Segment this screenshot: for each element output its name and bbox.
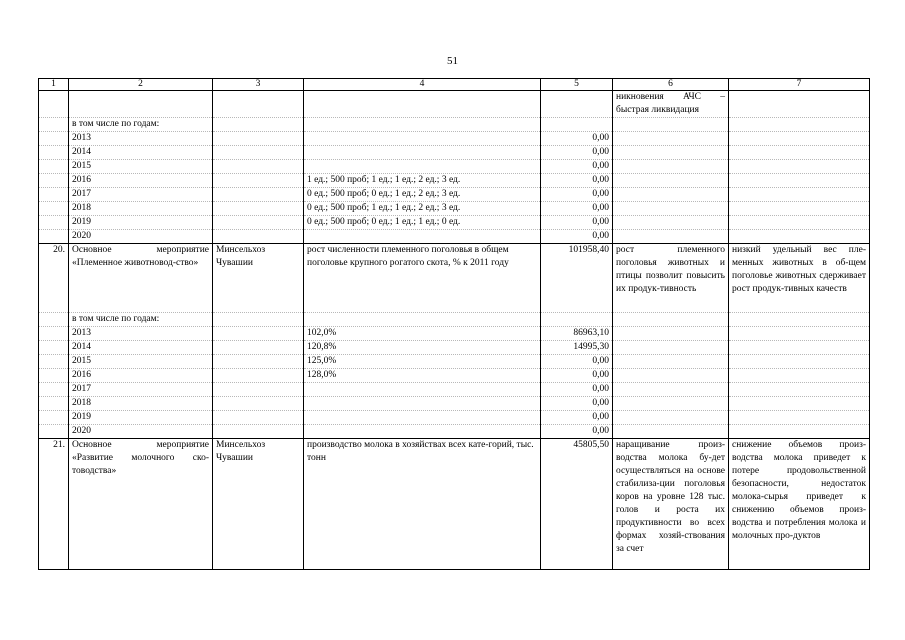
result-cell (613, 188, 729, 202)
activity-name-cell: 2013 (69, 327, 213, 341)
row-number-cell (39, 230, 69, 244)
executor-cell (213, 230, 304, 244)
row-number-cell: 21. (39, 439, 69, 570)
table-row (39, 369, 870, 383)
amount-cell: 0,00 (541, 230, 613, 244)
indicator-cell: 1 ед.; 500 проб; 1 ед.; 1 ед.; 2 ед.; 3 ед. (304, 174, 541, 188)
row-number-cell (39, 160, 69, 174)
consequence-cell (729, 425, 870, 439)
indicator-cell: 128,0% (304, 369, 541, 383)
row-number-cell (39, 146, 69, 160)
result-cell (613, 174, 729, 188)
amount-cell: 0,00 (541, 411, 613, 425)
row-number-cell (39, 341, 69, 355)
indicator-cell (304, 132, 541, 146)
amount-cell (541, 118, 613, 132)
table-row (39, 313, 870, 327)
result-cell: рост племенного поголовья животных и птицы позволит повысить их продук-тивность (613, 244, 729, 313)
amount-cell: 0,00 (541, 383, 613, 397)
consequence-cell (729, 216, 870, 230)
table-body (39, 79, 870, 570)
table-row (39, 397, 870, 411)
table-row (39, 216, 870, 230)
result-cell (613, 369, 729, 383)
executor-cell (213, 132, 304, 146)
indicator-cell: производство молока в хозяйствах всех кате-горий, тыс. тонн (304, 439, 541, 570)
executor-cell (213, 91, 304, 118)
column-number: 7 (729, 79, 870, 91)
amount-cell: 0,00 (541, 202, 613, 216)
consequence-cell (729, 188, 870, 202)
activity-name-cell: 2019 (69, 216, 213, 230)
executor-cell (213, 174, 304, 188)
column-number-row (39, 79, 870, 91)
activity-name-cell: 2017 (69, 188, 213, 202)
indicator-cell (304, 118, 541, 132)
consequence-cell (729, 341, 870, 355)
table-row (39, 160, 870, 174)
indicator-cell: 0 ед.; 500 проб; 0 ед.; 1 ед.; 1 ед.; 0 ед. (304, 216, 541, 230)
result-cell: никновения АЧС – быстрая ликвидация (613, 91, 729, 118)
consequence-cell (729, 202, 870, 216)
row-number-cell (39, 202, 69, 216)
amount-cell: 0,00 (541, 425, 613, 439)
column-number: 3 (213, 79, 304, 91)
amount-cell: 0,00 (541, 160, 613, 174)
amount-cell: 14995,30 (541, 341, 613, 355)
consequence-cell (729, 91, 870, 118)
table-row (39, 355, 870, 369)
row-number-cell (39, 91, 69, 118)
executor-cell (213, 118, 304, 132)
page-number: 51 (447, 55, 458, 67)
result-cell (613, 118, 729, 132)
result-cell: наращивание произ-водства молока бу-дет осуществляться на основе стабилиза-ции поголовья коров на уровне 128 тыс. голов и роста их продуктивности во всех формах хозяй-ствования за счет (613, 439, 729, 570)
amount-cell: 0,00 (541, 146, 613, 160)
indicator-cell (304, 160, 541, 174)
activity-name-cell: 2018 (69, 397, 213, 411)
indicator-cell: 120,8% (304, 341, 541, 355)
table-row (39, 244, 870, 313)
indicator-cell: 102,0% (304, 327, 541, 341)
table-row (39, 91, 870, 118)
table-row (39, 146, 870, 160)
indicator-cell (304, 397, 541, 411)
activity-name-cell: в том числе по годам: (69, 313, 213, 327)
table-row (39, 188, 870, 202)
table-row (39, 202, 870, 216)
consequence-cell: низкий удельный вес пле-менных животных в об-щем поголовье животных сдерживает рост продук-тивных качеств (729, 244, 870, 313)
row-number-cell (39, 313, 69, 327)
executor-cell (213, 146, 304, 160)
activity-name-cell: 2015 (69, 160, 213, 174)
indicator-cell (304, 230, 541, 244)
activity-name-cell: 2016 (69, 369, 213, 383)
executor-cell (213, 313, 304, 327)
column-number: 5 (541, 79, 613, 91)
indicator-cell (304, 383, 541, 397)
row-number-cell (39, 132, 69, 146)
consequence-cell (729, 174, 870, 188)
consequence-cell (729, 132, 870, 146)
activity-name-cell: в том числе по годам: (69, 118, 213, 132)
row-number-cell (39, 369, 69, 383)
consequence-cell (729, 146, 870, 160)
row-number-cell (39, 355, 69, 369)
consequence-cell (729, 313, 870, 327)
activity-name-cell: 2013 (69, 132, 213, 146)
consequence-cell: снижение объемов произ-водства молока приведет к потере продовольственной безопасности, недостаток молока-сырья приведет к снижению объемов произ-водства и потребления молока и молочных про-дуктов (729, 439, 870, 570)
table-row (39, 341, 870, 355)
activity-name-cell: 2017 (69, 383, 213, 397)
table-row (39, 411, 870, 425)
executor-cell (213, 425, 304, 439)
result-cell (613, 341, 729, 355)
activity-name-cell: Основное мероприятие «Племенное животновод-ство» (69, 244, 213, 313)
amount-cell: 45805,50 (541, 439, 613, 570)
program-table (38, 78, 870, 570)
consequence-cell (729, 327, 870, 341)
indicator-cell (304, 411, 541, 425)
result-cell (613, 146, 729, 160)
amount-cell (541, 91, 613, 118)
executor-cell (213, 411, 304, 425)
indicator-cell (304, 313, 541, 327)
executor-cell (213, 327, 304, 341)
consequence-cell (729, 411, 870, 425)
executor-cell (213, 383, 304, 397)
executor-cell (213, 355, 304, 369)
consequence-cell (729, 369, 870, 383)
row-number-cell (39, 397, 69, 411)
table-row (39, 132, 870, 146)
consequence-cell (729, 397, 870, 411)
activity-name-cell: 2015 (69, 355, 213, 369)
row-number-cell: 20. (39, 244, 69, 313)
executor-cell (213, 160, 304, 174)
amount-cell: 0,00 (541, 355, 613, 369)
result-cell (613, 411, 729, 425)
table-row (39, 383, 870, 397)
column-number: 4 (304, 79, 541, 91)
row-number-cell (39, 327, 69, 341)
table-row (39, 425, 870, 439)
amount-cell: 0,00 (541, 369, 613, 383)
table-row (39, 118, 870, 132)
table-row (39, 327, 870, 341)
executor-cell (213, 202, 304, 216)
result-cell (613, 397, 729, 411)
result-cell (613, 132, 729, 146)
table-row (39, 230, 870, 244)
column-number: 6 (613, 79, 729, 91)
activity-name-cell: 2020 (69, 230, 213, 244)
consequence-cell (729, 355, 870, 369)
amount-cell: 0,00 (541, 188, 613, 202)
activity-name-cell: 2016 (69, 174, 213, 188)
indicator-cell: 0 ед.; 500 проб; 0 ед.; 1 ед.; 2 ед.; 3 ед. (304, 188, 541, 202)
indicator-cell (304, 91, 541, 118)
consequence-cell (729, 383, 870, 397)
result-cell (613, 313, 729, 327)
activity-name-cell: 2014 (69, 341, 213, 355)
amount-cell: 101958,40 (541, 244, 613, 313)
indicator-cell: 125,0% (304, 355, 541, 369)
amount-cell: 0,00 (541, 216, 613, 230)
executor-cell (213, 397, 304, 411)
consequence-cell (729, 160, 870, 174)
activity-name-cell: 2014 (69, 146, 213, 160)
amount-cell: 0,00 (541, 174, 613, 188)
row-number-cell (39, 216, 69, 230)
amount-cell: 0,00 (541, 397, 613, 411)
row-number-cell (39, 411, 69, 425)
table-row (39, 174, 870, 188)
indicator-cell: рост численности племенного поголовья в общем поголовье крупного рогатого скота, % к 2011 году (304, 244, 541, 313)
indicator-cell (304, 146, 541, 160)
row-number-cell (39, 118, 69, 132)
result-cell (613, 216, 729, 230)
result-cell (613, 425, 729, 439)
executor-cell (213, 188, 304, 202)
activity-name-cell: 2018 (69, 202, 213, 216)
row-number-cell (39, 174, 69, 188)
row-number-cell (39, 188, 69, 202)
indicator-cell: 0 ед.; 500 проб; 1 ед.; 1 ед.; 2 ед.; 3 ед. (304, 202, 541, 216)
activity-name-cell (69, 91, 213, 118)
column-number: 2 (69, 79, 213, 91)
consequence-cell (729, 118, 870, 132)
activity-name-cell: 2020 (69, 425, 213, 439)
result-cell (613, 202, 729, 216)
activity-name-cell: 2019 (69, 411, 213, 425)
row-number-cell (39, 383, 69, 397)
result-cell (613, 327, 729, 341)
amount-cell: 86963,10 (541, 327, 613, 341)
row-number-cell (39, 425, 69, 439)
executor-cell (213, 369, 304, 383)
consequence-cell (729, 230, 870, 244)
column-number: 1 (39, 79, 69, 91)
result-cell (613, 160, 729, 174)
amount-cell: 0,00 (541, 132, 613, 146)
result-cell (613, 383, 729, 397)
amount-cell (541, 313, 613, 327)
activity-name-cell: Основное мероприятие «Развитие молочного ско-товодства» (69, 439, 213, 570)
table-row (39, 439, 870, 570)
executor-cell: Минсельхоз Чувашии (213, 439, 304, 570)
executor-cell: Минсельхоз Чувашии (213, 244, 304, 313)
executor-cell (213, 216, 304, 230)
executor-cell (213, 341, 304, 355)
result-cell (613, 230, 729, 244)
indicator-cell (304, 425, 541, 439)
result-cell (613, 355, 729, 369)
